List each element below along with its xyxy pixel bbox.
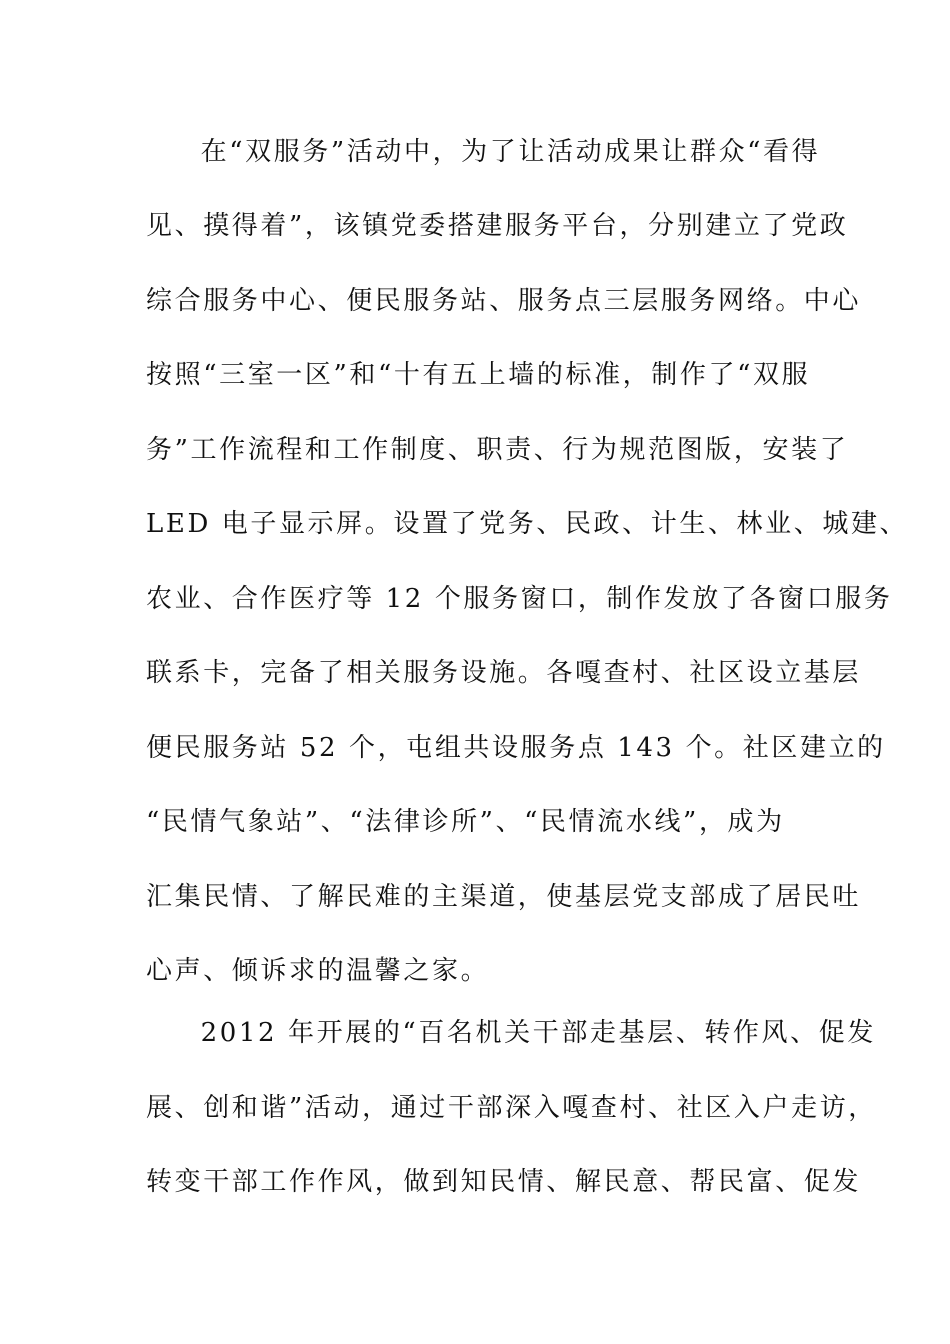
text-line: 见、摸得着”，该镇党委搭建服务平台，分别建立了党政 xyxy=(146,211,849,241)
text-line: 便民服务站 52 个，屯组共设服务点 143 个。社区建立的 xyxy=(146,733,886,763)
text-line: 展、创和谐”活动，通过干部深入嘎查村、社区入户走访， xyxy=(146,1093,877,1123)
text-line: 农业、合作医疗等 12 个服务窗口，制作发放了各窗口服务 xyxy=(146,584,893,614)
text-line: 汇集民情、了解民难的主渠道，使基层党支部成了居民吐 xyxy=(146,882,862,912)
text-line: 2012 年开展的“百名机关干部走基层、转作风、促发 xyxy=(172,1018,876,1048)
text-line: LED 电子显示屏。设置了党务、民政、计生、林业、城建、 xyxy=(146,509,909,539)
text-line: 联系卡，完备了相关服务设施。各嘎查村、社区设立基层 xyxy=(146,658,862,688)
text-line: 心声、倾诉求的温馨之家。 xyxy=(146,956,490,986)
text-line: 按照“三室一区”和“十有五上墙的标准，制作了“双服 xyxy=(146,360,811,390)
text-line: “民情气象站”、“法律诊所”、“民情流水线”，成为 xyxy=(146,807,785,837)
text-line: 在“双服务”活动中，为了让活动成果让群众“看得 xyxy=(172,137,821,167)
text-line: 务”工作流程和工作制度、职责、行为规范图版，安装了 xyxy=(146,435,849,465)
text-line: 转变干部工作作风，做到知民情、解民意、帮民富、促发 xyxy=(146,1167,862,1197)
text-line: 综合服务中心、便民服务站、服务点三层服务网络。中心 xyxy=(146,286,862,316)
